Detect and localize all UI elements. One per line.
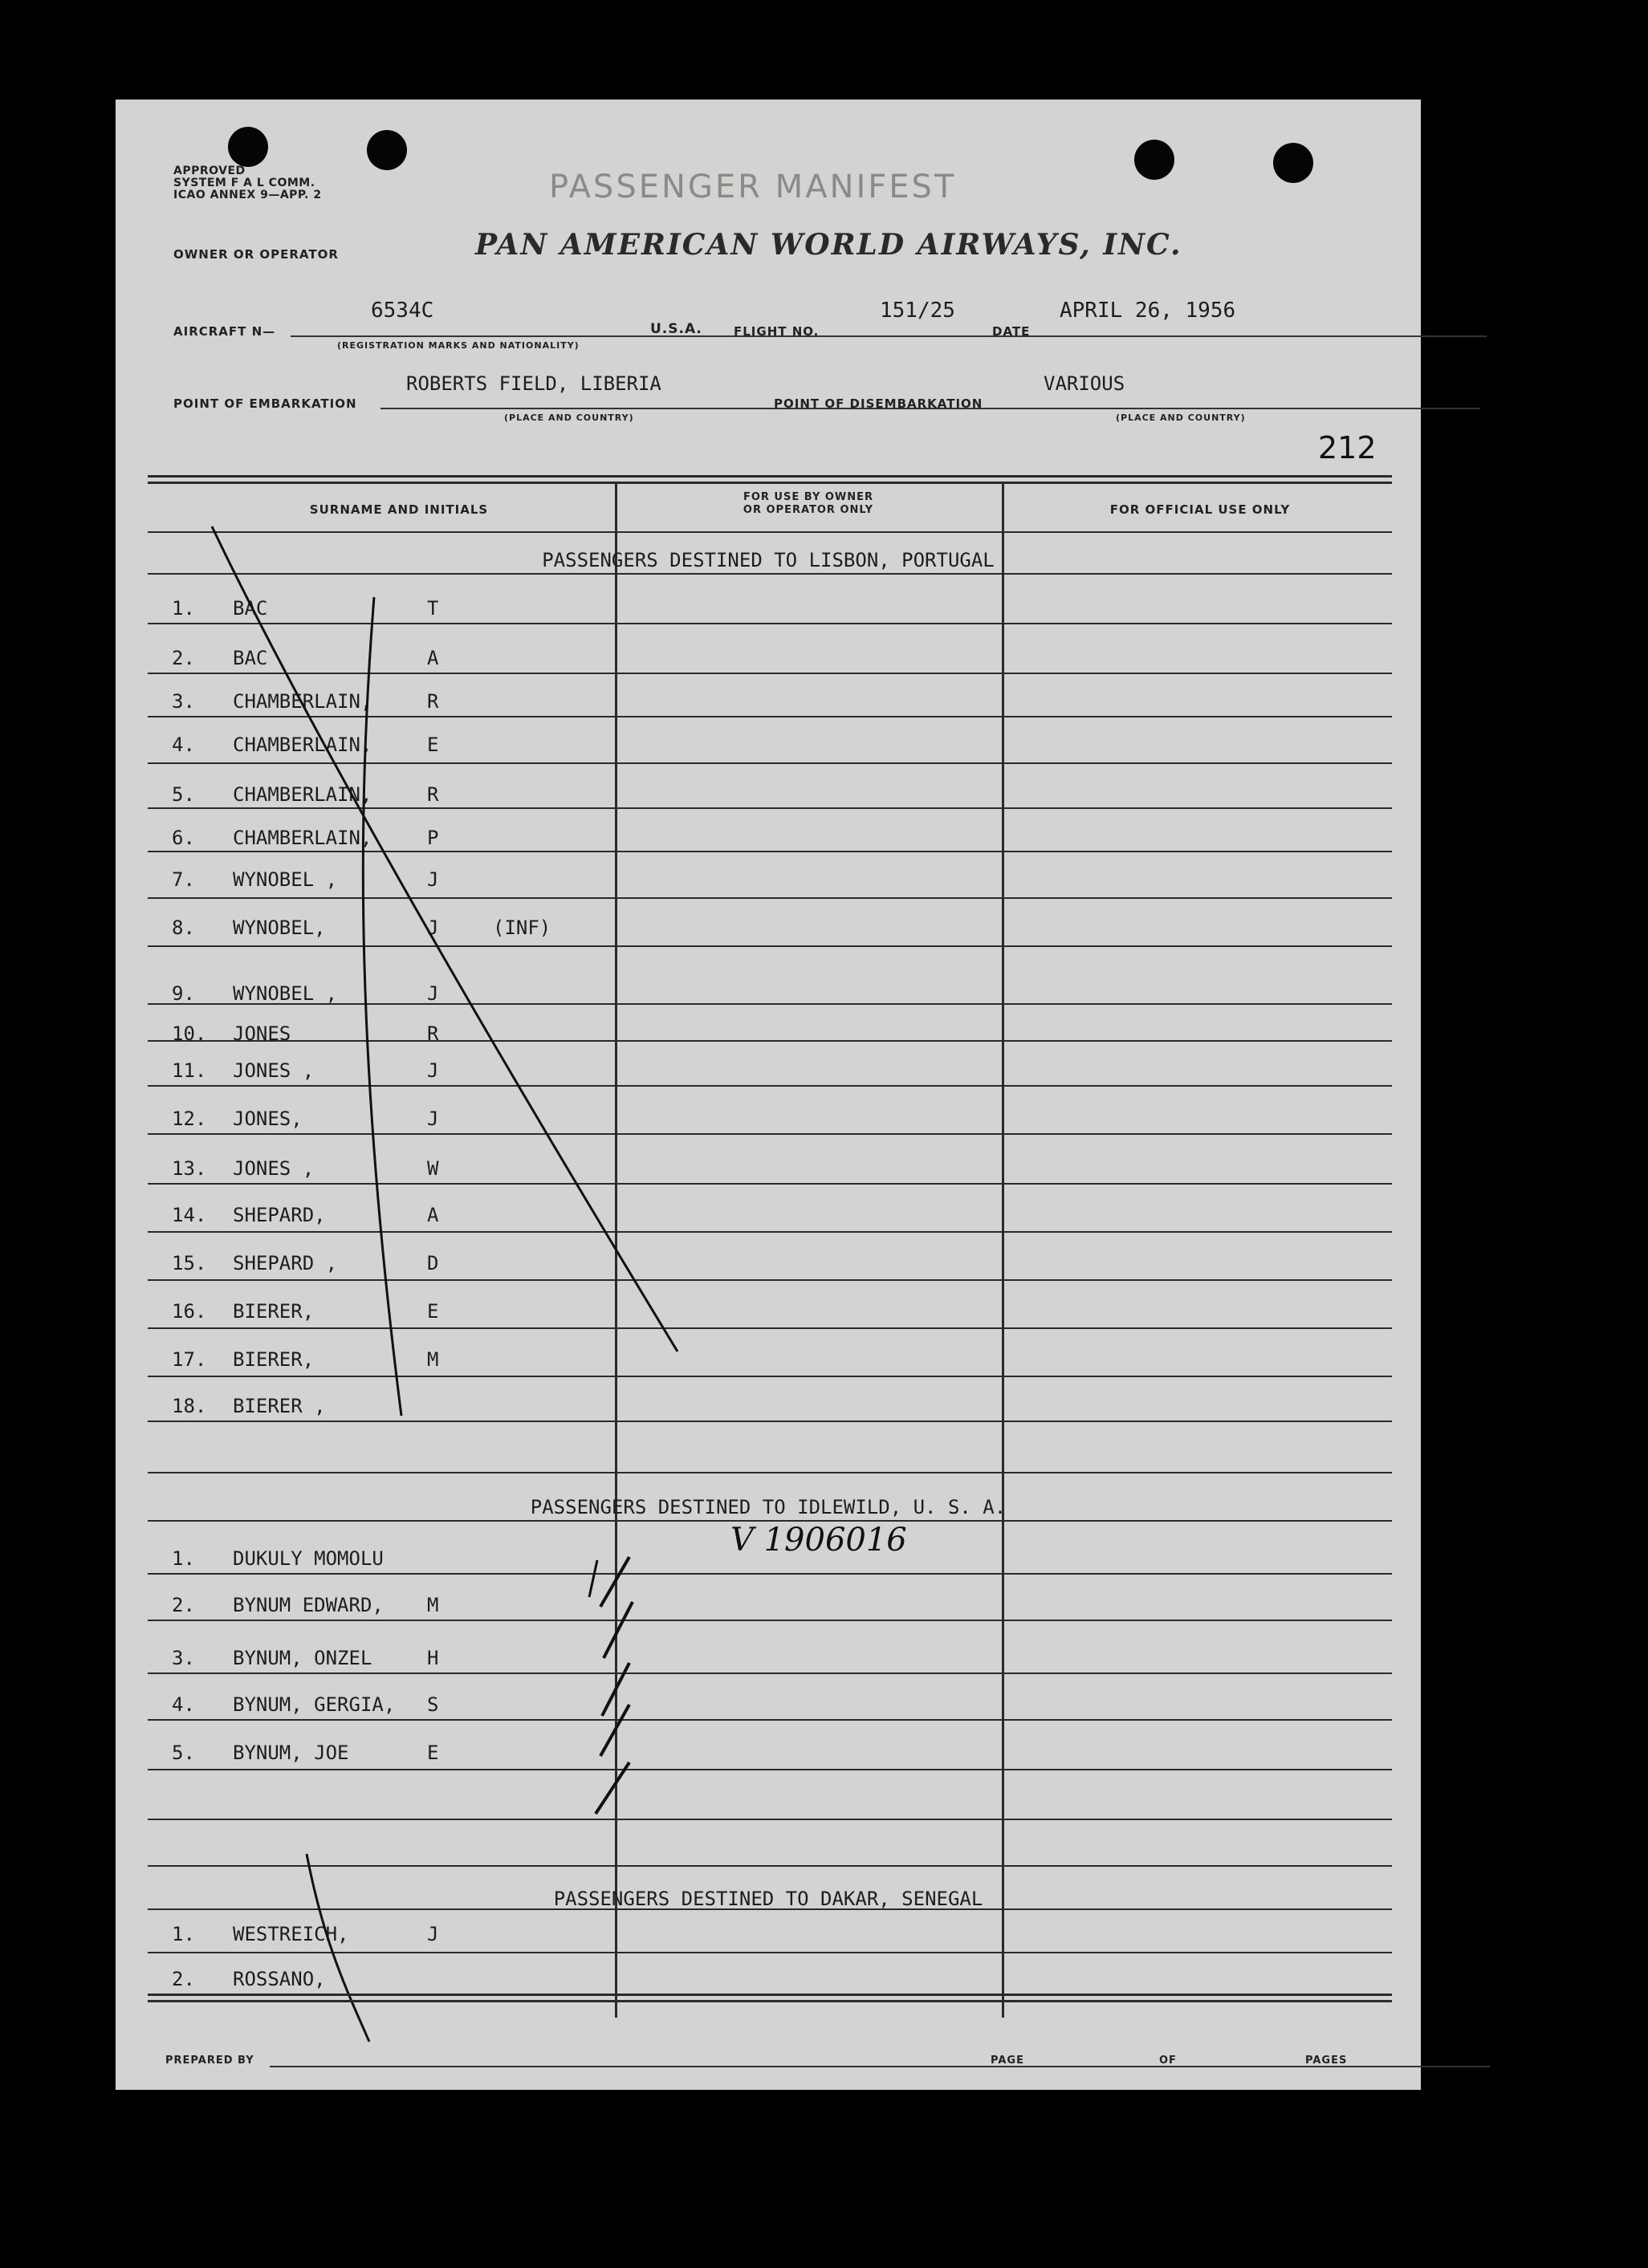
flight-value: 151/25 (880, 299, 955, 323)
passenger-initial: S (427, 1693, 439, 1716)
passenger-initial: E (427, 1300, 439, 1323)
passenger-surname: ROSSANO, (233, 1968, 326, 1990)
passenger-initial: R (427, 783, 439, 806)
approval-line: ICAO ANNEX 9—APP. 2 (173, 189, 322, 201)
cross-out-stroke (307, 1854, 369, 2042)
passenger-initial: D (427, 1252, 439, 1274)
approval-line: APPROVED (173, 165, 246, 177)
cross-out-stroke (212, 526, 678, 1351)
date-value: APRIL 26, 1956 (1060, 299, 1236, 323)
row-number: 2. (172, 1594, 195, 1616)
passenger-surname: BYNUM, GERGIA, (233, 1693, 396, 1716)
passenger-surname: JONES (233, 1022, 291, 1045)
row-number: 10. (172, 1022, 207, 1045)
passenger-initial: R (427, 1022, 439, 1045)
table-bottom-rule (148, 2000, 1392, 2002)
passenger-initial: J (427, 982, 439, 1005)
passenger-surname: WYNOBEL , (233, 868, 338, 891)
airline-name: PAN AMERICAN WORLD AIRWAYS, INC. (475, 228, 1182, 262)
check-mark (602, 1663, 629, 1716)
passenger-surname: CHAMBERLAIN, (233, 734, 372, 756)
row-number: 11. (172, 1059, 207, 1082)
passenger-initial: J (427, 868, 439, 891)
row-number: 13. (172, 1157, 207, 1180)
usa-label: U.S.A. (650, 321, 702, 337)
passenger-surname: BIERER, (233, 1300, 315, 1323)
disembark-label: POINT OF DISEMBARKATION (774, 396, 983, 411)
aircraft-value: 6534C (371, 299, 434, 323)
embark-value: ROBERTS FIELD, LIBERIA (406, 372, 661, 395)
row-number: 1. (172, 597, 195, 620)
passenger-surname: WYNOBEL, (233, 917, 326, 939)
passenger-initial: A (427, 1204, 439, 1226)
row-number: 1. (172, 1923, 195, 1945)
passenger-surname: CHAMBERLAIN, (233, 783, 372, 806)
check-mark (596, 1762, 629, 1814)
row-number: 6. (172, 827, 195, 849)
passenger-initial: H (427, 1647, 439, 1669)
row-number: 9. (172, 982, 195, 1005)
manifest-sheet (116, 100, 1421, 2090)
form-title: PASSENGER MANIFEST (549, 169, 957, 205)
handwriting-layer (116, 100, 1421, 2090)
passenger-surname: BYNUM, JOE (233, 1742, 349, 1764)
passenger-initial: P (427, 827, 439, 849)
of-label: OF (1159, 2055, 1177, 2067)
col-header-owner-line: OR OPERATOR ONLY (743, 504, 874, 516)
embark-caption: (PLACE AND COUNTRY) (504, 413, 634, 423)
passenger-initial: A (427, 647, 439, 669)
row-number: 17. (172, 1348, 207, 1371)
handwritten-note: V 1906016 (730, 1522, 907, 1559)
passenger-surname: BIERER, (233, 1348, 315, 1371)
passenger-initial: R (427, 690, 439, 713)
embark-label: POINT OF EMBARKATION (173, 396, 357, 411)
passenger-initial: E (427, 1742, 439, 1764)
pages-label: PAGES (1305, 2055, 1348, 2067)
section-heading: PASSENGERS DESTINED TO DAKAR, SENEGAL (553, 1888, 983, 1910)
page-label: PAGE (991, 2055, 1024, 2067)
row-number: 12. (172, 1108, 207, 1130)
passenger-surname: WESTREICH, (233, 1923, 349, 1945)
col-header-official: FOR OFFICIAL USE ONLY (1109, 502, 1291, 517)
table-bottom-rule (148, 1994, 1392, 1996)
passenger-initial: J (427, 917, 439, 939)
passenger-surname: SHEPARD, (233, 1204, 326, 1226)
flight-label: FLIGHT NO. (734, 324, 820, 339)
row-number: 3. (172, 690, 195, 713)
aircraft-label: AIRCRAFT N— (173, 324, 276, 339)
row-number: 15. (172, 1252, 207, 1274)
row-number: 7. (172, 868, 195, 891)
passenger-surname: BAC (233, 597, 268, 620)
row-number: 2. (172, 1968, 195, 1990)
passenger-surname: WYNOBEL , (233, 982, 338, 1005)
passenger-initial: M (427, 1348, 439, 1371)
passenger-surname: SHEPARD , (233, 1252, 338, 1274)
row-number: 5. (172, 783, 195, 806)
disembark-value: VARIOUS (1044, 372, 1125, 395)
passenger-surname: JONES, (233, 1108, 303, 1130)
check-mark (600, 1557, 629, 1607)
passenger-initial: J (427, 1108, 439, 1130)
date-label: DATE (992, 324, 1031, 339)
row-number: 5. (172, 1742, 195, 1764)
passenger-surname: JONES , (233, 1157, 315, 1180)
passenger-note: (INF) (493, 917, 551, 939)
cross-out-stroke (363, 597, 401, 1416)
section-heading: PASSENGERS DESTINED TO LISBON, PORTUGAL (542, 549, 995, 571)
passenger-initial: J (427, 1923, 439, 1945)
owner-label: OWNER OR OPERATOR (173, 247, 339, 262)
row-number: 8. (172, 917, 195, 939)
passenger-surname: BYNUM, ONZEL (233, 1647, 372, 1669)
col-header-surname: SURNAME AND INITIALS (309, 502, 489, 517)
prepared-by-label: PREPARED BY (165, 2055, 254, 2067)
passenger-surname: DUKULY MOMOLU (233, 1547, 384, 1570)
passenger-initial: E (427, 734, 439, 756)
passenger-surname: CHAMBERLAIN, (233, 690, 372, 713)
disembark-caption: (PLACE AND COUNTRY) (1116, 413, 1246, 423)
registration-caption: (REGISTRATION MARKS AND NATIONALITY) (337, 340, 580, 351)
passenger-surname: CHAMBERLAIN, (233, 827, 372, 849)
approval-line: SYSTEM F A L COMM. (173, 177, 315, 189)
col-header-owner-line: FOR USE BY OWNER (743, 491, 874, 503)
row-number: 4. (172, 1693, 195, 1716)
row-number: 3. (172, 1647, 195, 1669)
passenger-surname: JONES , (233, 1059, 315, 1082)
row-number: 16. (172, 1300, 207, 1323)
passenger-initial: J (427, 1059, 439, 1082)
page-number: 212 (1318, 430, 1377, 465)
passenger-initial: W (427, 1157, 439, 1180)
check-mark (589, 1560, 597, 1597)
section-heading: PASSENGERS DESTINED TO IDLEWILD, U. S. A. (530, 1496, 1007, 1518)
row-number: 4. (172, 734, 195, 756)
row-number: 14. (172, 1204, 207, 1226)
passenger-initial: T (427, 597, 439, 620)
row-number: 18. (172, 1395, 207, 1417)
passenger-surname: BIERER , (233, 1395, 326, 1417)
check-mark (604, 1602, 633, 1658)
passenger-surname: BAC (233, 647, 268, 669)
passenger-surname: BYNUM EDWARD, (233, 1594, 384, 1616)
row-number: 1. (172, 1547, 195, 1570)
passenger-initial: M (427, 1594, 439, 1616)
row-number: 2. (172, 647, 195, 669)
